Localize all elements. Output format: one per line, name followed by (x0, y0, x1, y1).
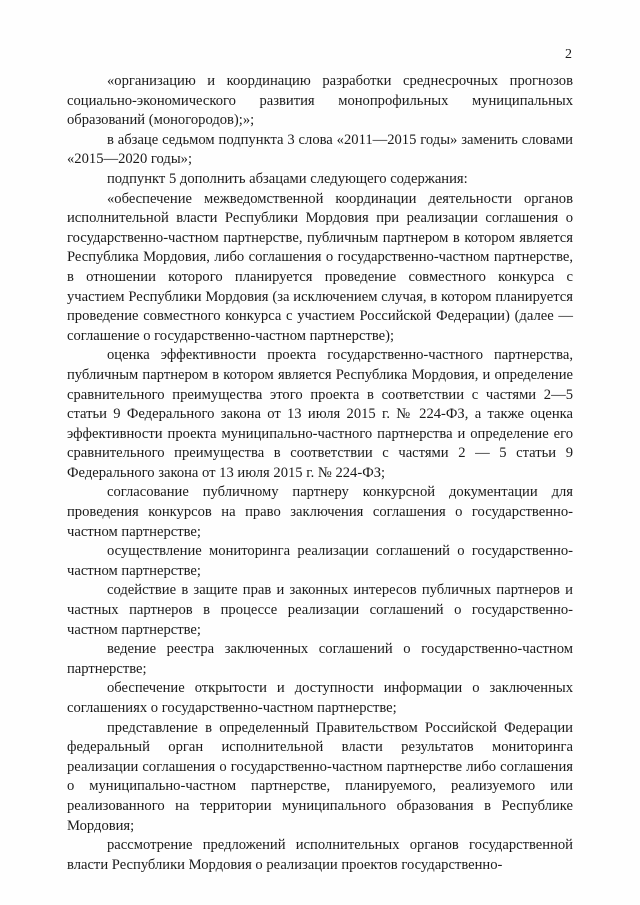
paragraph: оценка эффективности проекта государственно-частного партнерства, публичным партнером в котором является Республика Мордовия, и определение сравнительного преимущества этого проекта в соответствии с частями 2—5 статьи 9 Федерального закона от 13 июля 2015 г. № 224-ФЗ, а также оценка эффективности проекта муниципально-частного партнерства и определение его сравнительного преимущества в соответствии с частями 2 — 5 статьи 9 Федерального закона от 13 июля 2015 г. № 224-ФЗ; (67, 347, 573, 481)
paragraph: ведение реестра заключенных соглашений о государственно-частном партнерстве; (67, 641, 573, 677)
paragraph: рассмотрение предложений исполнительных органов государственной власти Республики Мордовия о реализации проектов государственно- (67, 837, 573, 873)
paragraph: содействие в защите прав и законных интересов публичных партнеров и частных партнеров в процессе реализации соглашений о государственно-частном партнерстве; (67, 582, 573, 638)
paragraph: согласование публичному партнеру конкурсной документации для проведения конкурсов на право заключения соглашения о государственно-частном партнерстве; (67, 484, 573, 540)
paragraph: «обеспечение межведомственной координации деятельности органов исполнительной власти Республики Мордовия при реализации соглашения о государственно-частном партнерстве, публичным партнером в котором является Республика Мордовия, либо соглашения о государственно-частном партнерстве, в отношении которого планируется проведение совместного конкурса с участием Республики Мордовия (за исключением случая, в котором планируется проведение совместного конкурса с участием Российской Федерации) (далее — соглашение о государственно-частном партнерстве); (67, 190, 573, 344)
paragraph: подпункт 5 дополнить абзацами следующего содержания: (107, 170, 468, 187)
page-number: 2 (565, 47, 572, 62)
document-body (67, 72, 573, 875)
paragraph: обеспечение открытости и доступности информации о заключенных соглашениях о государственно-частном партнерстве; (67, 680, 573, 716)
paragraph: осуществление мониторинга реализации соглашений о государственно-частном партнерстве; (67, 543, 573, 579)
paragraph: «организацию и координацию разработки среднесрочных прогнозов социально-экономического развития монопрофильных муниципальных образований (моногородов);»; (67, 73, 573, 129)
paragraph: представление в определенный Правительством Российской Федерации федеральный орган исполнительной власти результатов мониторинга реализации соглашения о государственно-частном партнерстве либо соглашения о муниципально-частном партнерстве, планируемого, реализуемого или реализованного на территории муниципального образования в Республике Мордовия; (67, 719, 573, 834)
paragraph: в абзаце седьмом подпункта 3 слова «2011—2015 годы» заменить словами «2015—2020 годы»; (67, 131, 573, 168)
